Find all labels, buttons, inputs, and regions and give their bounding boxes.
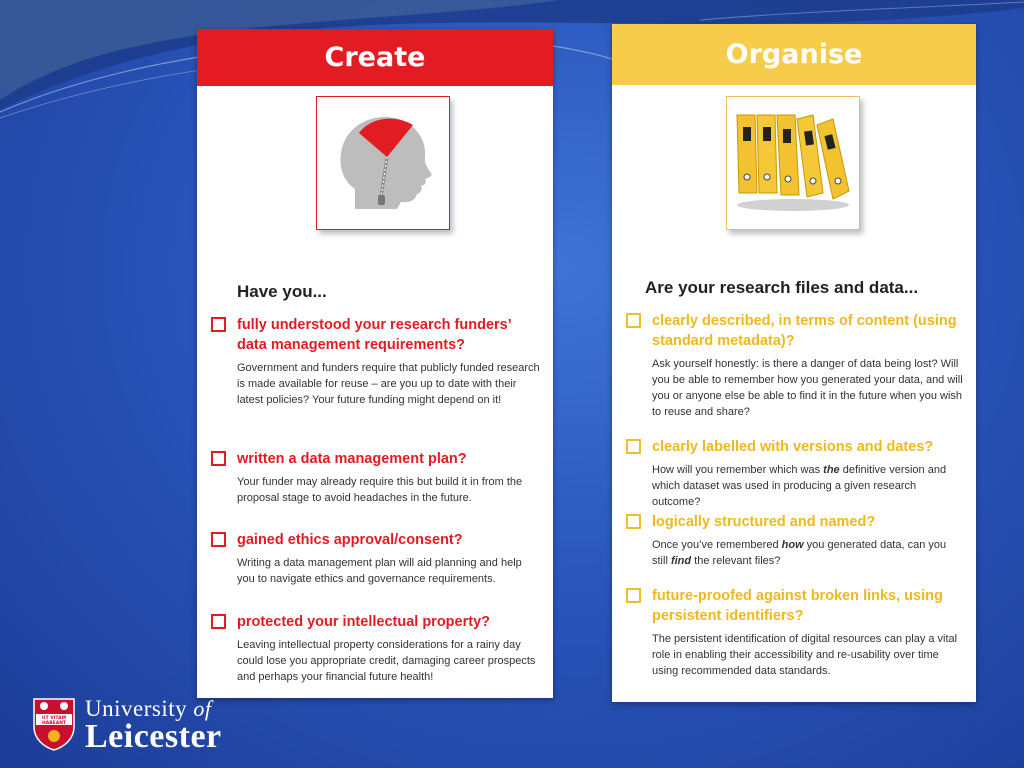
- organise-header: Organise: [612, 24, 976, 85]
- create-item-ethics: [211, 530, 541, 587]
- body-emphasis: the: [823, 464, 840, 476]
- checkbox[interactable]: [211, 532, 226, 547]
- create-item-dmp: [211, 449, 541, 506]
- organise-item-described: [626, 311, 964, 420]
- organise-card: [612, 24, 976, 702]
- crest-motto-1: UT VITAM: [41, 716, 67, 721]
- item-title: clearly described, in terms of content (using standard metadata)?: [652, 313, 957, 349]
- checkbox[interactable]: [626, 588, 641, 603]
- organise-item-labelled: [626, 437, 964, 510]
- body-text: Once you’ve remembered: [652, 539, 782, 551]
- item-body: Writing a data management plan will aid planning and help you to navigate ethics and governance requirements.: [237, 557, 522, 585]
- folders-icon: [727, 97, 859, 229]
- checkbox[interactable]: [626, 514, 641, 529]
- item-title: clearly labelled with versions and dates?: [652, 439, 934, 455]
- university-logo[interactable]: [32, 697, 222, 753]
- checkbox[interactable]: [626, 313, 641, 328]
- binders-illustration: [726, 96, 860, 230]
- body-text: the relevant files?: [691, 555, 781, 567]
- item-body: Leaving intellectual property considerations for a rainy day could lose you appropriate credit, damaging career prospects and perhaps your financial future health!: [237, 639, 536, 683]
- checkbox[interactable]: [211, 614, 226, 629]
- head-zipper-illustration: [316, 96, 450, 230]
- organise-item-structured: [626, 512, 964, 569]
- organise-intro: Are your research files and data...: [645, 278, 919, 297]
- create-intro: Have you...: [237, 282, 327, 301]
- logo-of: of: [193, 696, 212, 721]
- item-body: Your funder may already require this but build it in from the proposal stage to avoid headaches in the future.: [237, 476, 523, 504]
- item-title: protected your intellectual property?: [237, 614, 490, 630]
- body-emphasis: find: [670, 555, 692, 567]
- item-title: gained ethics approval/consent?: [237, 532, 463, 548]
- create-item-ip: [211, 612, 541, 685]
- head-zipper-icon: [317, 97, 449, 229]
- body-text: you generated data, can you still: [652, 539, 947, 567]
- create-item-funders: [211, 315, 541, 408]
- item-title: fully understood your research funders’ data management requirements?: [237, 317, 511, 353]
- crest-icon: [32, 697, 76, 751]
- item-body: Government and funders require that publicly funded research is made available for reuse – are you up to date with their latest policies? Your future funding might depend on it!: [237, 362, 540, 406]
- logo-text: [85, 697, 222, 753]
- item-title: logically structured and named?: [652, 514, 876, 530]
- item-body: [652, 537, 964, 569]
- item-body: Ask yourself honestly: is there a danger of data being lost? Will you be able to remember how you generated your data, and will you or anyone else be able to find it in the future when you wish to reuse and share?: [652, 358, 963, 418]
- checkbox[interactable]: [626, 439, 641, 454]
- checkbox[interactable]: [211, 451, 226, 466]
- crest-motto-2: HABEANT: [41, 721, 67, 726]
- create-header: Create: [197, 29, 553, 86]
- create-card: [197, 29, 553, 698]
- item-body: The persistent identification of digital resources can play a vital role in enabling their accessibility and re-usability over time using recommended data standards.: [652, 633, 958, 677]
- organise-item-futureproof: [626, 586, 964, 679]
- body-emphasis: how: [781, 539, 804, 551]
- logo-university: University: [85, 696, 188, 721]
- body-text: How will you remember which was: [652, 464, 824, 476]
- item-title: future-proofed against broken links, using persistent identifiers?: [652, 588, 943, 624]
- logo-leicester: Leicester: [85, 718, 222, 755]
- item-body: [652, 462, 964, 510]
- body-text: definitive version and which dataset was used in producing a given research outcome?: [652, 464, 947, 508]
- checkbox[interactable]: [211, 317, 226, 332]
- item-title: written a data management plan?: [237, 451, 467, 467]
